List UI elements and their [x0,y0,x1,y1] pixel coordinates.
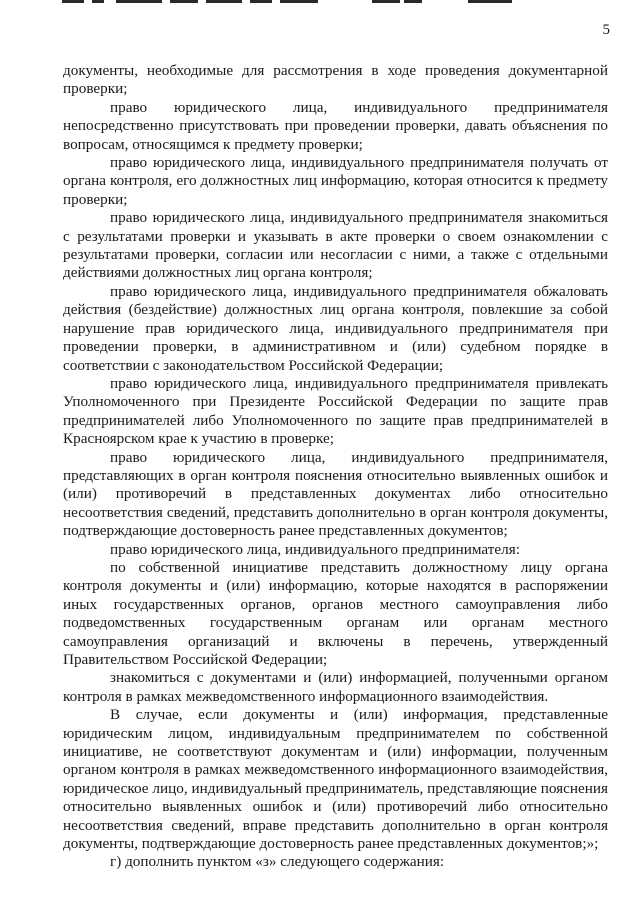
document-body [63,62,608,872]
paragraph-continuation: документы, необходимые для рассмотрения в ходе проведения документарной проверки; [63,62,608,98]
paragraph-right-heading: право юридического лица, индивидуального предпринимателя: [110,540,520,558]
paragraph-familiarize: знакомиться с документами и (или) информацией, полученными органом контроля в рамках межведомственного информационного взаимодействия. [63,669,608,705]
paragraph-amendment-z: г) дополнить пунктом «з» следующего содержания: [110,853,445,871]
paragraph-right-ombudsman: право юридического лица, индивидуального предпринимателя привлекать Уполномоченного при Президенте Российской Федерации по защите прав предпринимателей либо Уполномоченного по защите прав предпринимателей в Красноярском крае к участию в проверке; [63,374,608,448]
paragraph-own-initiative: по собственной инициативе представить должностному лицу органа контроля документы и (или) информацию, которые находятся в распоряжении иных государственных органов, органов местного самоуправления либо подведомственных государственным органам или органам местного самоуправления организаций и включены в перечень, утвержденный Правительством Российской Федерации; [63,558,608,668]
scan-top-edge-artifacts [0,0,640,8]
paragraph-right-receive-info: право юридического лица, индивидуального предпринимателя получать от органа контроля, его должностных лиц информацию, которая относится к предмету проверки; [63,154,608,208]
paragraph-right-additional-documents: право юридического лица, индивидуального предпринимателя, представляющих в орган контроля пояснения относительно выявленных ошибок и (или) противоречий в представленных документах либо относительно несоответствия сведений, представить дополнительно в орган контроля документы, подтверждающие достоверность ранее представленных документов; [63,448,608,540]
paragraph-in-case: В случае, если документы и (или) информация, представленные юридическим лицом, индивидуальным предпринимателем по собственной инициативе, не соответствуют документам и (или) информации, полученным органом контроля в рамках межведомственного информационного взаимодействия, юридическое лицо, индивидуальный предприниматель, представляющие пояснения относительно выявленных ошибок и (или) противоречий либо относительно несоответствия сведений, вправе представить дополнительно в орган контроля документы, подтверждающие достоверность ранее представленных документов;»; [63,706,608,853]
paragraph-right-review-results: право юридического лица, индивидуального предпринимателя знакомиться с результатами проверки и указывать в акте проверки о своем ознакомлении с результатами проверки, согласии или несогласии с ними, а также с отдельными действиями должностных лиц органа контроля; [63,209,608,282]
paragraph-right-presence: право юридического лица, индивидуального предпринимателя непосредственно присутствовать при проведении проверки, давать объяснения по вопросам, относящимся к предмету проверки; [63,98,608,153]
paragraph-right-appeal: право юридического лица, индивидуального предпринимателя обжаловать действия (бездействие) должностных лиц органа контроля, повлекшие за собой нарушение прав юридического лица, индивидуального предпринимателя при проведении проверки, в административном и (или) судебном порядке в соответствии с законодательством Российской Федерации; [63,282,608,374]
page-number: 5 [602,22,610,38]
